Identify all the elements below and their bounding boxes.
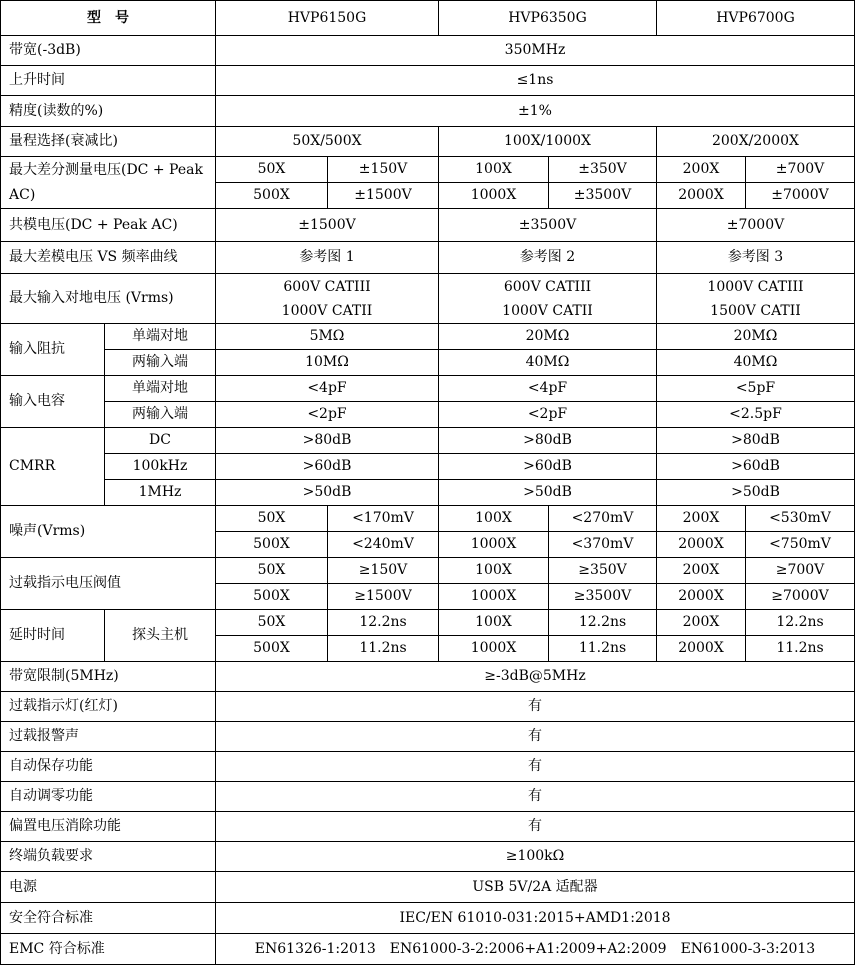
cell: >60dB	[216, 454, 439, 480]
cell: ≥150V	[328, 558, 439, 584]
cell-line: 1000V CATII	[502, 302, 593, 319]
safety-label: 安全符合标准	[1, 903, 216, 934]
curve-label: 最大差模电压 VS 频率曲线	[1, 242, 216, 274]
cell: ≥1500V	[328, 584, 439, 610]
auto-zero-label: 自动调零功能	[1, 782, 216, 812]
power-value: USB 5V/2A 适配器	[216, 872, 855, 903]
overload-threshold-row	[1, 558, 855, 584]
cell: 参考图 2	[439, 242, 657, 274]
cell: 12.2ns	[746, 610, 855, 636]
model-hvp6150g: HVP6150G	[216, 1, 439, 36]
cell: 12.2ns	[328, 610, 439, 636]
cell: ±700V	[746, 157, 855, 183]
overload-threshold-label: 过载指示电压阀值	[1, 558, 216, 610]
auto-zero-value: 有	[216, 782, 855, 812]
cell: 20MΩ	[439, 324, 657, 350]
bandwidth-row	[1, 36, 855, 66]
cell: 40MΩ	[657, 350, 855, 376]
cell: 2000X	[657, 532, 746, 558]
auto-zero-row	[1, 782, 855, 812]
safety-value: IEC/EN 61010-031:2015+AMD1:2018	[216, 903, 855, 934]
cell: 100X	[439, 558, 549, 584]
cell: 500X	[216, 584, 328, 610]
cell: <4pF	[439, 376, 657, 402]
input-impedance-label: 输入阻抗	[1, 324, 105, 376]
overload-led-row	[1, 692, 855, 722]
cell: >50dB	[439, 480, 657, 506]
max-input-ground-label: 最大输入对地电压 (Vrms)	[1, 274, 216, 324]
offset-cancel-row	[1, 812, 855, 842]
cell: 500X	[216, 636, 328, 662]
cell: 50X	[216, 506, 328, 532]
input-capacitance-label: 输入电容	[1, 376, 105, 428]
cell: 参考图 1	[216, 242, 439, 274]
cell: ±350V	[549, 157, 657, 183]
range-value: 100X/1000X	[439, 127, 657, 157]
cell: 40MΩ	[439, 350, 657, 376]
cell: <750mV	[746, 532, 855, 558]
cell: 100X	[439, 610, 549, 636]
cell: 2000X	[657, 584, 746, 610]
cell: ±150V	[328, 157, 439, 183]
cell: 50X	[216, 610, 328, 636]
cell: <5pF	[657, 376, 855, 402]
auto-save-label: 自动保存功能	[1, 752, 216, 782]
sub-label: DC	[105, 428, 216, 454]
sub-label: 两输入端	[105, 402, 216, 428]
common-mode-label: 共模电压(DC + Peak AC)	[1, 209, 216, 242]
power-row	[1, 872, 855, 903]
bandwidth-label: 带宽(-3dB)	[1, 36, 216, 66]
cell: 2000X	[657, 636, 746, 662]
cell: 20MΩ	[657, 324, 855, 350]
cmrr-row	[1, 428, 855, 454]
cell: >80dB	[657, 428, 855, 454]
cell: 500X	[216, 532, 328, 558]
max-diff-row	[1, 157, 855, 183]
cell: 12.2ns	[549, 610, 657, 636]
auto-save-row	[1, 752, 855, 782]
offset-cancel-value: 有	[216, 812, 855, 842]
delay-label: 延时时间	[1, 610, 105, 662]
cell: ≥700V	[746, 558, 855, 584]
input-impedance-row	[1, 350, 855, 376]
range-value: 50X/500X	[216, 127, 439, 157]
common-mode-row	[1, 209, 855, 242]
cell-line: 600V CATIII	[283, 278, 371, 295]
range-label: 量程选择(衰减比)	[1, 127, 216, 157]
cell: <370mV	[549, 532, 657, 558]
cell-line: 1000V CATII	[281, 302, 373, 319]
cell: <240mV	[328, 532, 439, 558]
cell: ±3500V	[549, 183, 657, 209]
cmrr-label: CMRR	[1, 428, 105, 506]
input-capacitance-row	[1, 376, 855, 402]
cell	[439, 274, 657, 324]
cell: >50dB	[657, 480, 855, 506]
termination-row	[1, 842, 855, 872]
cell: <4pF	[216, 376, 439, 402]
sub-label: 单端对地	[105, 376, 216, 402]
sub-label: 100kHz	[105, 454, 216, 480]
cell: 11.2ns	[549, 636, 657, 662]
emc-value: EN61326-1:2013 EN61000-3-2:2006+A1:2009+A2:2009 EN61000-3-3:2013	[216, 934, 855, 965]
cell: <2pF	[216, 402, 439, 428]
rise-time-value: ≤1ns	[216, 66, 855, 96]
cmrr-row	[1, 454, 855, 480]
cell: <2pF	[439, 402, 657, 428]
overload-alarm-label: 过载报警声	[1, 722, 216, 752]
cell: 11.2ns	[328, 636, 439, 662]
model-hvp6700g: HVP6700G	[657, 1, 855, 36]
cell: ≥3500V	[549, 584, 657, 610]
cell: 11.2ns	[746, 636, 855, 662]
bw-limit-row	[1, 662, 855, 692]
max-input-ground-row	[1, 274, 855, 324]
cell: 200X	[657, 610, 746, 636]
cell: 1000X	[439, 584, 549, 610]
cell: 200X	[657, 506, 746, 532]
sub-label: 1MHz	[105, 480, 216, 506]
overload-led-label: 过载指示灯(红灯)	[1, 692, 216, 722]
cell: 50X	[216, 558, 328, 584]
cell: 200X	[657, 558, 746, 584]
cell: >80dB	[216, 428, 439, 454]
termination-label: 终端负载要求	[1, 842, 216, 872]
cell: 参考图 3	[657, 242, 855, 274]
cmrr-row	[1, 480, 855, 506]
noise-row	[1, 506, 855, 532]
cell: 100X	[439, 157, 549, 183]
cell: 50X	[216, 157, 328, 183]
cell: >80dB	[439, 428, 657, 454]
header-row	[1, 1, 855, 36]
rise-time-label: 上升时间	[1, 66, 216, 96]
termination-value: ≥100kΩ	[216, 842, 855, 872]
cell: ≥7000V	[746, 584, 855, 610]
bw-limit-value: ≥-3dB@5MHz	[216, 662, 855, 692]
emc-label: EMC 符合标准	[1, 934, 216, 965]
sub-label: 探头主机	[105, 610, 216, 662]
cell: <170mV	[328, 506, 439, 532]
range-value: 200X/2000X	[657, 127, 855, 157]
range-row	[1, 127, 855, 157]
cell: 1000X	[439, 532, 549, 558]
cell: <270mV	[549, 506, 657, 532]
bw-limit-label: 带宽限制(5MHz)	[1, 662, 216, 692]
cell: ±1500V	[216, 209, 439, 242]
input-capacitance-row	[1, 402, 855, 428]
cell-line: 1000V CATIII	[707, 278, 804, 295]
cell: 1000X	[439, 183, 549, 209]
cell: 2000X	[657, 183, 746, 209]
cell: ±7000V	[746, 183, 855, 209]
cell: 5MΩ	[216, 324, 439, 350]
rise-time-row	[1, 66, 855, 96]
cell: <2.5pF	[657, 402, 855, 428]
delay-row	[1, 610, 855, 636]
sub-label: 两输入端	[105, 350, 216, 376]
cell: ±1500V	[328, 183, 439, 209]
offset-cancel-label: 偏置电压消除功能	[1, 812, 216, 842]
model-label: 型 号	[1, 1, 216, 36]
max-diff-label: 最大差分测量电压(DC + Peak AC)	[1, 157, 216, 209]
accuracy-value: ±1%	[216, 96, 855, 127]
overload-led-value: 有	[216, 692, 855, 722]
cell: 200X	[657, 157, 746, 183]
bandwidth-value: 350MHz	[216, 36, 855, 66]
cell: 1000X	[439, 636, 549, 662]
safety-row	[1, 903, 855, 934]
input-impedance-row	[1, 324, 855, 350]
overload-alarm-row	[1, 722, 855, 752]
overload-alarm-value: 有	[216, 722, 855, 752]
cell: 100X	[439, 506, 549, 532]
cell: ≥350V	[549, 558, 657, 584]
cell-line: 1500V CATII	[710, 302, 801, 319]
auto-save-value: 有	[216, 752, 855, 782]
noise-label: 噪声(Vrms)	[1, 506, 216, 558]
model-hvp6350g: HVP6350G	[439, 1, 657, 36]
cell: ±7000V	[657, 209, 855, 242]
cell	[216, 274, 439, 324]
emc-row	[1, 934, 855, 965]
cell: >60dB	[439, 454, 657, 480]
cell: 500X	[216, 183, 328, 209]
accuracy-row	[1, 96, 855, 127]
cell: <530mV	[746, 506, 855, 532]
curve-row	[1, 242, 855, 274]
cell: ±3500V	[439, 209, 657, 242]
sub-label: 单端对地	[105, 324, 216, 350]
cell	[657, 274, 855, 324]
cell: >50dB	[216, 480, 439, 506]
power-label: 电源	[1, 872, 216, 903]
cell: >60dB	[657, 454, 855, 480]
cell: 10MΩ	[216, 350, 439, 376]
cell-line: 600V CATIII	[503, 278, 592, 295]
accuracy-label: 精度(读数的%)	[1, 96, 216, 127]
